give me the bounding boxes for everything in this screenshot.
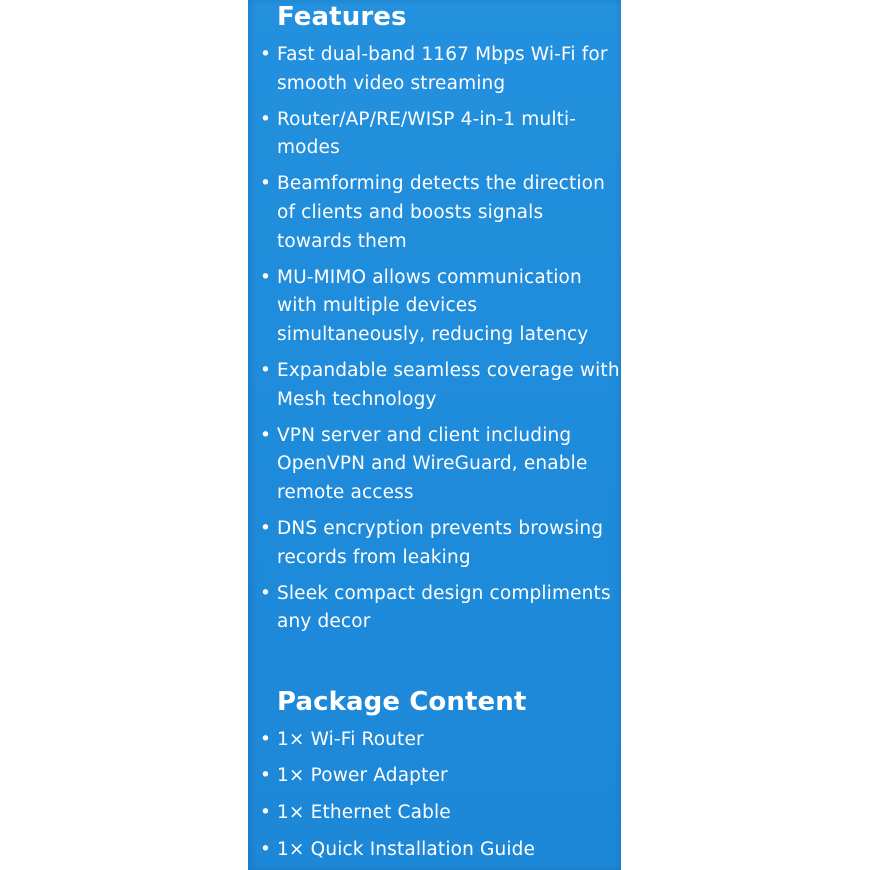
package-item-text: 1× Wi-Fi Router (277, 728, 424, 750)
bullet-icon: • (260, 838, 272, 860)
bullet-icon: • (260, 424, 272, 446)
bullet-icon: • (260, 582, 272, 604)
feature-item-text: DNS encryption prevents browsing records from leaking (277, 517, 604, 568)
bullet-icon: • (260, 517, 272, 539)
box-side-panel (248, 0, 621, 870)
package-content-list (260, 726, 621, 864)
feature-item-text: VPN server and client including OpenVPN and WireGuard, enable remote access (277, 424, 588, 503)
package-item-text: 1× Quick Installation Guide (277, 838, 536, 860)
package-content-heading: Package Content (277, 686, 527, 717)
bullet-icon: • (260, 728, 272, 750)
package-item (260, 836, 621, 865)
feature-item (260, 170, 621, 256)
feature-item-text: Expandable seamless coverage with Mesh technology (277, 359, 620, 410)
bullet-icon: • (260, 173, 272, 195)
feature-item-text: Beamforming detects the direction of clients and boosts signals towards them (277, 173, 606, 252)
features-list (260, 41, 621, 637)
package-item (260, 726, 621, 755)
feature-item (260, 264, 621, 350)
package-item (260, 799, 621, 828)
bullet-icon: • (260, 44, 272, 65)
feature-item (260, 357, 621, 414)
feature-item-text: Router/AP/RE/WISP 4-in-1 multi-modes (277, 108, 577, 159)
bullet-icon: • (260, 108, 272, 130)
package-item-text: 1× Power Adapter (277, 765, 448, 787)
feature-item-text: Fast dual-band 1167 Mbps Wi-Fi for smooth video streaming (277, 44, 608, 94)
panel-content (260, 0, 621, 870)
feature-item-text: Sleek compact design compliments any decor (277, 582, 611, 633)
bullet-icon: • (260, 359, 272, 381)
feature-item-text: MU-MIMO allows communication with multiple devices simultaneously, reducing latency (277, 266, 589, 345)
feature-item (260, 422, 621, 508)
bullet-icon: • (260, 765, 272, 787)
package-item (260, 762, 621, 791)
bullet-icon: • (260, 801, 272, 823)
bullet-icon: • (260, 266, 272, 288)
feature-item (260, 41, 621, 98)
package-item-text: 1× Ethernet Cable (277, 801, 451, 823)
feature-item (260, 515, 621, 572)
feature-item (260, 580, 621, 637)
features-heading: Features (277, 2, 407, 32)
feature-item (260, 106, 621, 163)
